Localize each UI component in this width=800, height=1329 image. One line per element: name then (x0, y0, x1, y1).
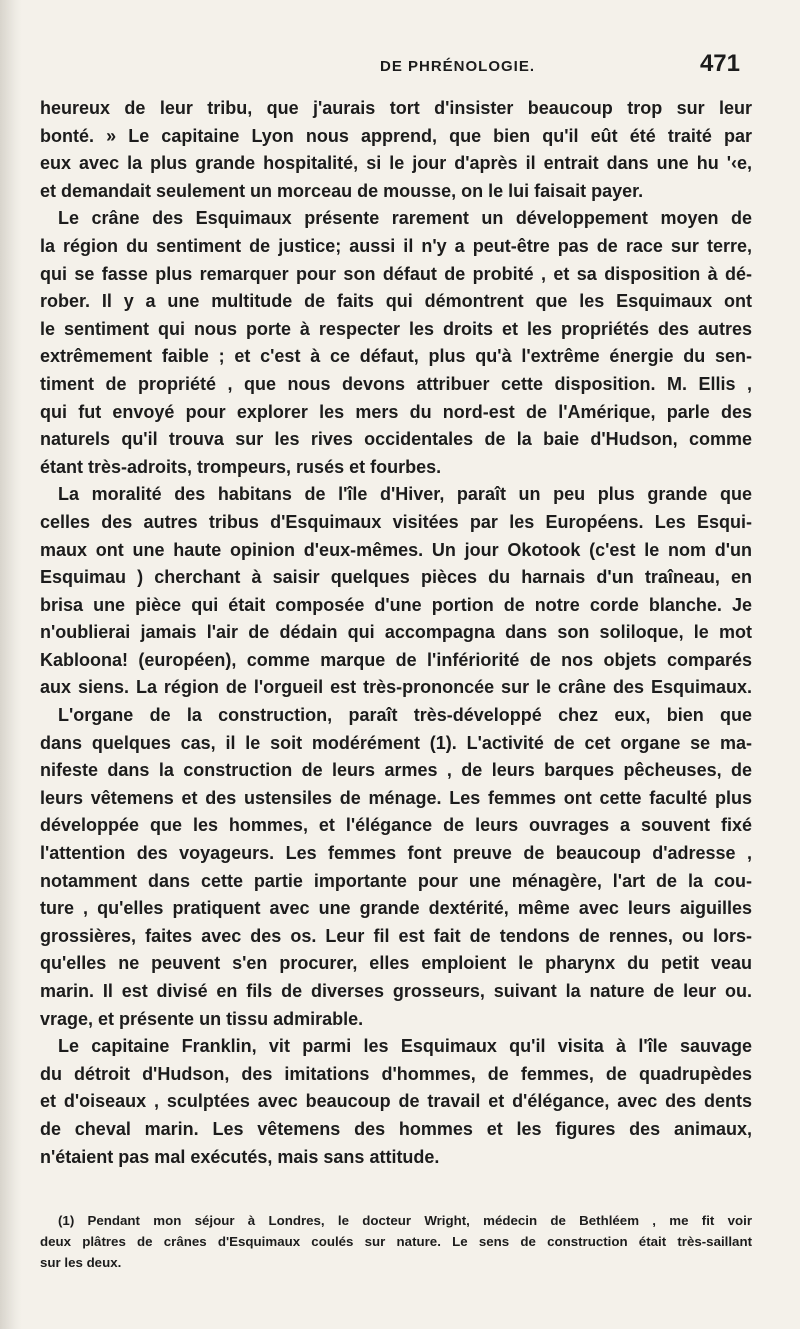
text-line: La moralité des habitans de l'île d'Hiver, paraît un peu plus grande que (58, 484, 752, 505)
body-text (40, 95, 752, 1171)
text-line: dans quelques cas, il le soit modérément (1). L'activité de cet organe se ma- (40, 732, 752, 753)
text-line: maux ont une haute opinion d'eux-mêmes. Un jour Okotook (c'est le nom d'un (40, 539, 752, 560)
footnote-line: sur les deux. (40, 1255, 122, 1270)
text-line: leurs vêtemens et des ustensiles de ménage. Les femmes ont cette faculté plus (40, 787, 752, 808)
text-line: marin. Il est divisé en fils de diverses grosseurs, suivant la nature de leur ou. (40, 981, 752, 1001)
text-line: qu'elles ne peuvent s'en procurer, elles emploient le pharynx du petit veau (40, 953, 752, 974)
text-line: eux avec la plus grande hospitalité, si le jour d'après il entrait dans une hu '‹e, (40, 153, 752, 174)
text-line: ture , qu'elles pratiquent avec une grande dextérité, même avec leurs aiguilles (40, 898, 752, 919)
text-line: grossières, faites avec des os. Leur fil est fait de tendons de rennes, ou lors- (40, 925, 752, 946)
page-header (380, 50, 740, 90)
text-line: aux siens. La région de l'orgueil est très-prononcée sur le crâne des Esquimaux. (40, 677, 752, 698)
footnote-line: deux plâtres de crânes d'Esquimaux coulés sur nature. Le sens de construction était très-saillant (40, 1234, 752, 1249)
text-line: la région du sentiment de justice; aussi il n'y a peut-être pas de race sur terre, (40, 235, 752, 256)
text-line: l'attention des voyageurs. Les femmes font preuve de beaucoup d'adresse , (40, 843, 752, 864)
footnote (40, 1210, 752, 1273)
text-line: et d'oiseaux , sculptées avec beaucoup de travail et d'élégance, avec des dents (40, 1091, 752, 1112)
text-line: Le capitaine Franklin, vit parmi les Esquimaux qu'il visita à l'île sauvage (58, 1036, 752, 1057)
text-line: n'étaient pas mal exécutés, mais sans attitude. (40, 1146, 440, 1167)
text-line: celles des autres tribus d'Esquimaux visitées par les Européens. Les Esqui- (40, 511, 752, 532)
text-line: du détroit d'Hudson, des imitations d'hommes, de femmes, de quadrupèdes (40, 1063, 752, 1084)
text-line: qui se fasse plus remarquer pour son défaut de probité , et sa disposition à dé- (40, 263, 752, 284)
text-line: développée que les hommes, et l'élégance de leurs ouvrages a souvent fixé (40, 815, 752, 836)
text-line: bonté. » Le capitaine Lyon nous apprend, que bien qu'il eût été traité par (40, 125, 752, 146)
text-line: Esquimau ) cherchant à saisir quelques pièces du harnais d'un traîneau, en (40, 567, 752, 588)
text-line: qui fut envoyé pour explorer les mers du nord-est de l'Amérique, parle des (40, 401, 752, 422)
text-line: brisa une pièce qui était composée d'une portion de notre corde blanche. Je (40, 594, 752, 615)
text-line: heureux de leur tribu, que j'aurais tort d'insister beaucoup trop sur leur (40, 98, 752, 118)
text-line: n'oublierai jamais l'air de dédain qui accompagna dans son soliloque, le mot (40, 622, 752, 643)
text-line: extrêmement faible ; et c'est à ce défaut, plus qu'à l'extrême énergie du sen- (40, 346, 752, 367)
text-line: le sentiment qui nous porte à respecter les droits et les propriétés des autres (40, 318, 752, 339)
page-number: 471 (699, 50, 740, 77)
text-line: vrage, et présente un tissu admirable. (40, 1008, 364, 1029)
text-line: et demandait seulement un morceau de mousse, on le lui faisait payer. (40, 180, 644, 201)
text-line: de cheval marin. Les vêtemens des hommes et les figures des animaux, (40, 1118, 752, 1139)
text-line: notamment dans cette partie importante pour une ménagère, l'art de la cou- (40, 870, 752, 891)
text-line: L'organe de la construction, paraît très-développé chez eux, bien que (58, 705, 752, 726)
footnote-line: (1) Pendant mon séjour à Londres, le docteur Wright, médecin de Bethléem , me fit voir (58, 1213, 752, 1228)
running-head: DE PHRÉNOLOGIE. (380, 58, 536, 75)
text-line: Le crâne des Esquimaux présente rarement un développement moyen de (58, 208, 752, 229)
text-line: naturels qu'il trouva sur les rives occidentales de la baie d'Hudson, comme (40, 429, 752, 450)
text-line: nifeste dans la construction de leurs armes , de leurs barques pêcheuses, de (40, 760, 752, 781)
text-line: étant très-adroits, trompeurs, rusés et fourbes. (40, 456, 442, 477)
text-line: rober. Il y a une multitude de faits qui démontrent que les Esquimaux ont (40, 291, 752, 312)
text-line: Kabloona! (européen), comme marque de l'infériorité de nos objets comparés (40, 649, 752, 670)
text-line: timent de propriété , que nous devons attribuer cette disposition. M. Ellis , (40, 373, 752, 394)
